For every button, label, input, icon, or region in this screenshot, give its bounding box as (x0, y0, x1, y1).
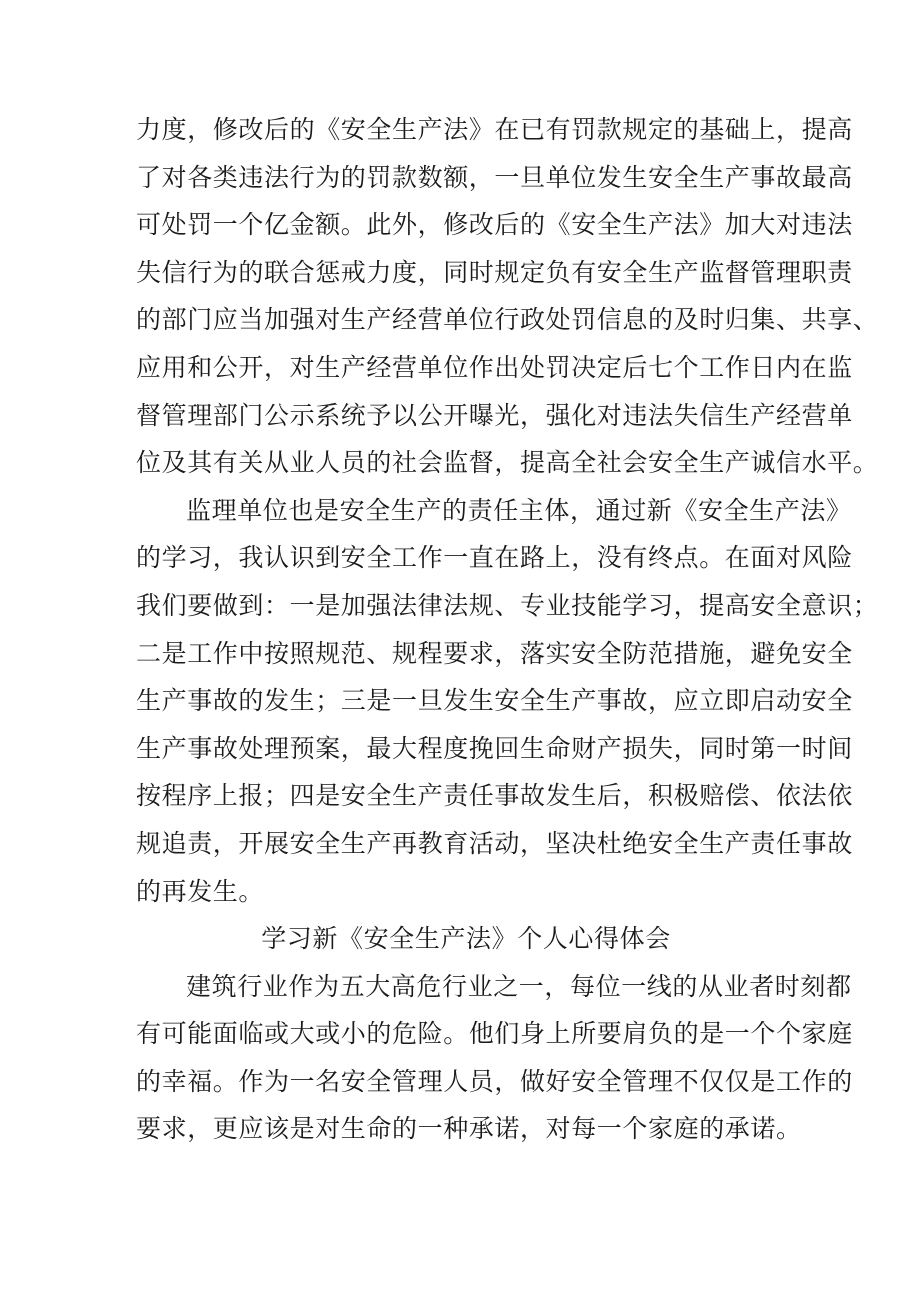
text-line: 应用和公开，对生产经营单位作出处罚决定后七个工作日内在监 (136, 352, 853, 382)
text-line: 位及其有关从业人员的社会监督，提高全社会安全生产诚信水平。 (136, 448, 879, 478)
text-line: 二是工作中按照规范、规程要求，落实安全防范措施，避免安全 (136, 638, 853, 668)
text-line: 生产事故的发生；三是一旦发生安全生产事故，应立即启动安全 (136, 686, 853, 716)
text-line: 要求，更应该是对生命的一种承诺，对每一个家庭的承诺。 (136, 1114, 802, 1144)
paragraph-penalties (136, 106, 879, 487)
text-line: 可处罚一个亿金额。此外，修改后的《安全生产法》加大对违法 (136, 210, 853, 240)
text-line: 有可能面临或大或小的危险。他们身上所要肩负的是一个个家庭 (136, 1019, 853, 1049)
document-body (136, 106, 879, 1153)
text-line: 的部门应当加强对生产经营单位行政处罚信息的及时归集、共享、 (136, 305, 879, 335)
text-line: 督管理部门公示系统予以公开曝光，强化对违法失信生产经营单 (136, 400, 853, 430)
text-line: 生产事故处理预案，最大程度挽回生命财产损失，同时第一时间 (136, 733, 853, 763)
text-line: 的幸福。作为一名安全管理人员，做好安全管理不仅仅是工作的 (136, 1066, 853, 1096)
text-line: 失信行为的联合惩戒力度，同时规定负有安全生产监督管理职责 (136, 257, 853, 287)
text-line: 规追责，开展安全生产再教育活动，坚决杜绝安全生产责任事故 (136, 828, 853, 858)
paragraph-construction-industry (136, 963, 853, 1153)
text-line: 了对各类违法行为的罚款数额，一旦单位发生安全生产事故最高 (136, 162, 853, 192)
paragraph-supervision-unit (136, 487, 879, 915)
text-line: 建筑行业作为五大高危行业之一，每位一线的从业者时刻都 (186, 971, 852, 1001)
text-line: 的学习，我认识到安全工作一直在路上，没有终点。在面对风险 (136, 543, 853, 573)
text-line: 我们要做到：一是加强法律法规、专业技能学习，提高安全意识； (136, 590, 879, 620)
text-line: 的再发生。 (136, 876, 265, 906)
text-line: 监理单位也是安全生产的责任主体，通过新《安全生产法》 (186, 495, 852, 525)
section-title: 学习新《安全生产法》个人心得体会 (261, 924, 671, 954)
text-line: 力度，修改后的《安全生产法》在已有罚款规定的基础上，提高 (136, 115, 853, 144)
text-line: 按程序上报；四是安全生产责任事故发生后，积极赔偿、依法依 (136, 781, 853, 811)
